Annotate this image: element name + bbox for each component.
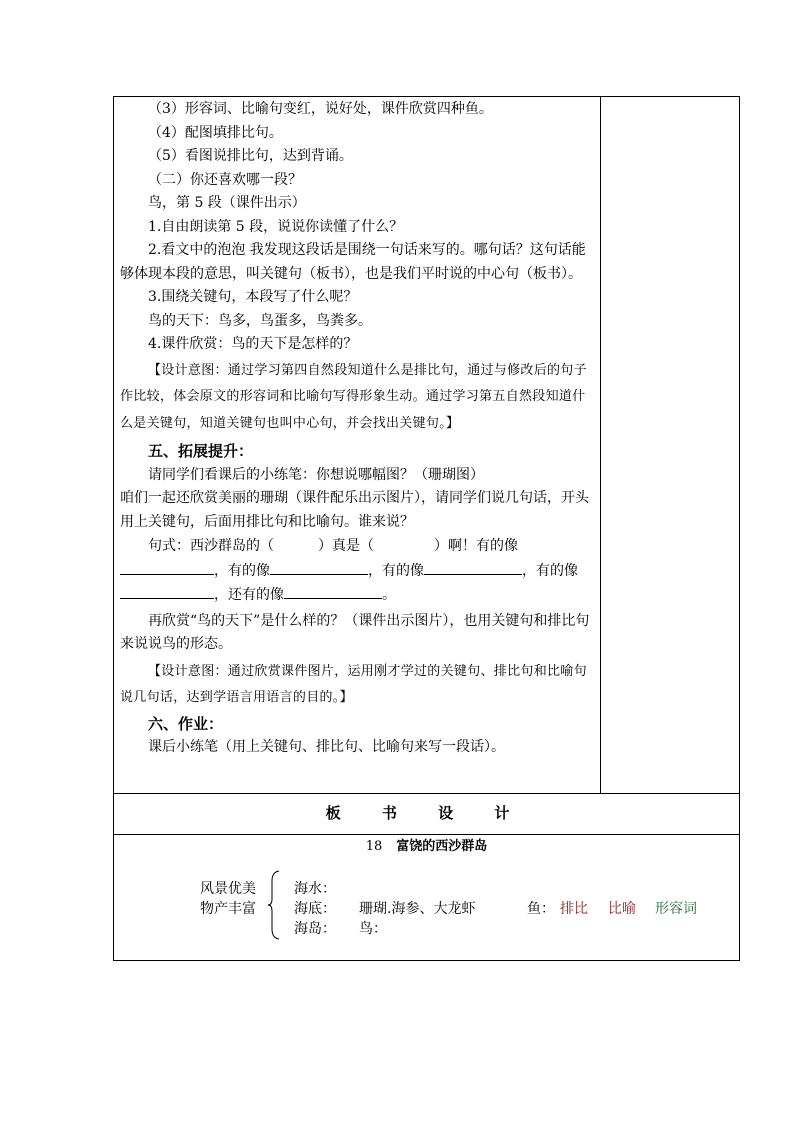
pattern-part-1: 句式：西沙群岛的（ <box>148 538 274 554</box>
blank-1 <box>120 560 214 575</box>
board-sea-floor-label: 海底： <box>294 901 336 917</box>
pattern-part-7: ，还有的像 <box>214 587 284 603</box>
read-step-4: 4.课件欣赏：鸟的天下是怎样的？ <box>148 336 358 352</box>
board-sea-water: 海水： <box>294 881 336 897</box>
pattern-part-6: ，有的像 <box>522 562 578 579</box>
lesson-content <box>120 97 598 760</box>
sentence-pattern <box>120 534 598 608</box>
board-left-2: 物产丰富 <box>200 901 256 917</box>
extension-prompt: 请同学们看课后的小练笔：你想说哪幅图？（珊瑚图） <box>148 466 484 483</box>
board-parallelism: 排比 <box>560 901 588 917</box>
lesson-number: 18 <box>365 839 383 854</box>
brace-icon <box>267 869 281 941</box>
lesson-table <box>113 96 740 961</box>
section-2-heading: （二）你还喜欢哪一段？ <box>148 171 302 188</box>
board-island-label: 海岛： <box>294 921 336 937</box>
board-subtitle <box>114 835 739 854</box>
board-bird: 鸟： <box>359 921 387 937</box>
board-heading: 板 书 设 计 <box>325 804 528 822</box>
pattern-part-2: ）真是（ <box>318 538 374 554</box>
extension-instruction: 咱们一起还欣赏美丽的珊瑚（课件配乐出示图片），请同学们说几句话，开头用上关键句，后面用排比句和比喻句。谁来说？ <box>120 490 589 530</box>
step-4: （4）配图填排比句。 <box>148 124 283 141</box>
bird-appreciation: 再欣赏“鸟的天下”是什么样的？（课件出示图片），也用关键句和排比句来说说鸟的形态。 <box>120 612 590 652</box>
blank-3 <box>424 560 522 575</box>
board-fish: 鱼： <box>527 901 555 917</box>
blank-2 <box>270 560 368 575</box>
board-left-1: 风景优美 <box>200 881 256 897</box>
section-5-heading: 五、拓展提升： <box>148 442 254 460</box>
board-sea-floor-items: 珊瑚.海参、大龙虾 <box>359 901 476 917</box>
bird-paragraph: 鸟，第 5 段（课件出示） <box>148 195 306 211</box>
board-metaphor: 比喻 <box>608 901 636 917</box>
pattern-part-4: ，有的像 <box>214 562 270 579</box>
pattern-part-5: ，有的像 <box>368 562 424 579</box>
column-divider <box>600 97 601 793</box>
blank-4 <box>120 584 214 599</box>
design-note-1: 【设计意图：通过学习第四自然段知道什么是排比句，通过与修改后的句子作比较，体会原文的形容词和比喻句写得形象生动。通过学习第五自然段知道什么是关键句，知道关键句也叫中心句，并会找出关键句。】 <box>120 362 587 431</box>
step-5: （5）看图说排比句，达到背诵。 <box>148 148 353 164</box>
read-step-1: 1.自由朗读第 5 段，说说你读懂了什么？ <box>148 218 404 235</box>
bird-world: 鸟的天下：鸟多，鸟蛋多，鸟粪多。 <box>148 312 372 329</box>
read-step-3: 3.围绕关键句，本段写了什么呢？ <box>148 289 358 305</box>
board-adjective: 形容词 <box>655 901 697 917</box>
blank-5 <box>284 584 382 599</box>
pattern-part-8: 。 <box>382 587 396 603</box>
lesson-title: 富饶的西沙群岛 <box>396 839 488 854</box>
step-3: （3）形容词、比喻句变红，说好处，课件欣赏四种鱼。 <box>148 101 493 117</box>
section-6-heading: 六、作业： <box>148 714 224 733</box>
read-step-2: 2.看文中的泡泡 我发现这段话是围绕一句话来写的。哪句话？这句话能够体现本段的意思，叫关键句（板书），也是我们平时说的中心句（板书）。 <box>120 242 586 282</box>
homework: 课后小练笔（用上关键句、排比句、比喻句来写一段话）。 <box>148 739 505 755</box>
pattern-part-3: ）啊！有的像 <box>434 538 518 554</box>
design-note-2: 【设计意图：通过欣赏课件图片，运用刚才学过的关键句、排比句和比喻句说几句话，达到学语言用语言的目的。】 <box>120 663 587 705</box>
